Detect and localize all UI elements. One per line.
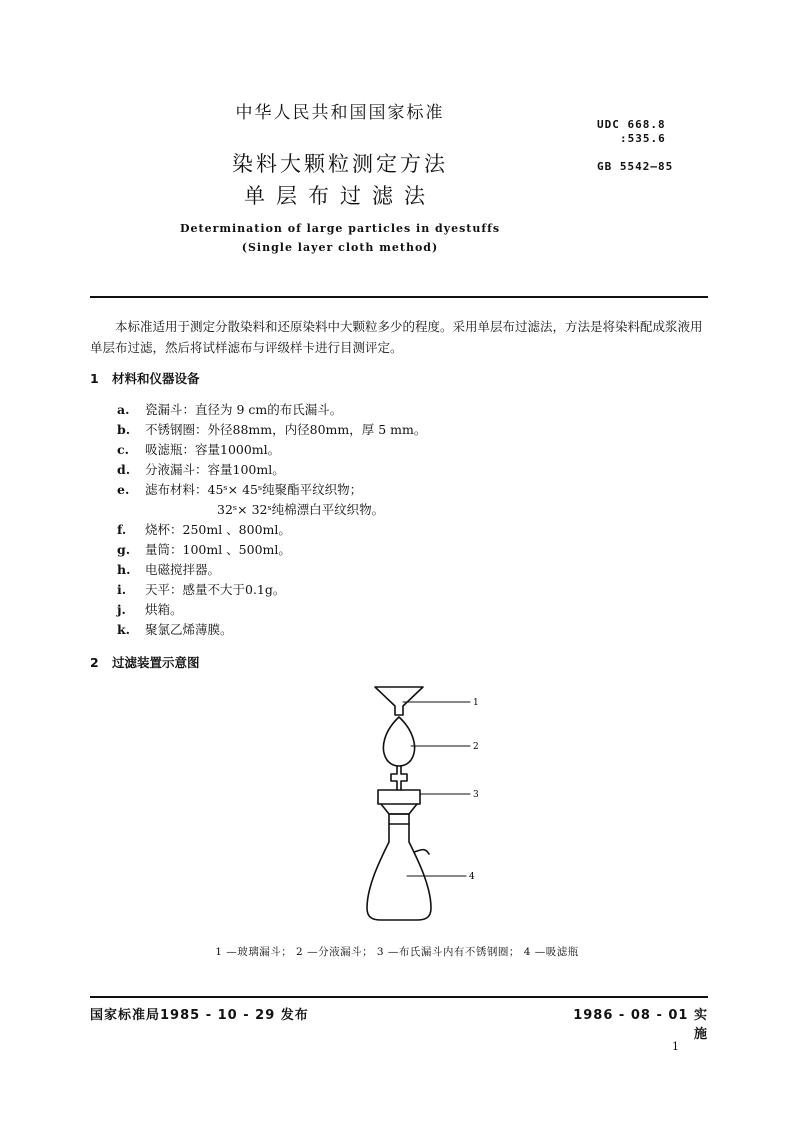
page-number: 1 [672,1040,679,1053]
suction-flask [367,814,431,920]
english-title: Determination of large particles in dyestuffs [179,222,501,235]
udc-code-cont: :535.6 [620,132,666,145]
section-number: 1 [90,371,99,386]
english-subtitle: (Single layer cloth method) [241,241,439,254]
list-item: b. 不锈钢圈：外径88mm，内径80mm，厚 5 mm。 [117,422,427,437]
filtration-apparatus-diagram [345,682,495,922]
document-title: 染料大颗粒测定方法 [232,152,448,176]
section-title: 材料和仪器设备 [112,371,200,386]
list-item: e. 滤布材料：45ˢ× 45ˢ纯聚酯平纹织物； [117,482,363,497]
intro-paragraph: 本标准适用于测定分散染料和还原染料中大颗粒多少的程度。采用单层布过滤法，方法是将染料配成浆液用单层布过滤，然后将试样滤布与评级样卡进行目测评定。 [90,319,703,355]
gb-code: GB 5542—85 [597,160,674,173]
list-item: d. 分液漏斗：容量100ml。 [117,462,285,477]
buchner-funnel [378,790,420,814]
section-number: 2 [90,655,99,670]
document-subtitle: 单层布过滤法 [244,184,436,208]
udc-code: UDC 668.8 [597,118,666,131]
list-item: i. 天平：感量不大于0.1g。 [117,582,286,597]
callout-3: 3 [473,790,479,800]
list-item: k. 聚氯乙烯薄膜。 [117,622,233,637]
section-2-heading [90,653,200,671]
list-item: j. 烘箱。 [117,602,183,617]
footer-divider [90,996,708,998]
callout-2: 2 [473,742,479,752]
callout-1: 1 [473,698,479,708]
section-title: 过滤装置示意图 [112,655,200,670]
figure-caption: 1 —玻璃漏斗； 2 —分液漏斗； 3 —布氏漏斗内有不锈钢圈； 4 —吸滤瓶 [215,946,579,958]
list-item: f. 烧杯：250ml 、800ml。 [117,522,291,537]
separatory-funnel [383,717,414,790]
header-divider [90,296,708,298]
list-item-continuation: 32ˢ× 32ˢ纯棉漂白平纹织物。 [217,502,385,517]
list-item: g. 量筒：100ml 、500ml。 [117,542,291,557]
issuing-authority: 中华人民共和国国家标准 [235,103,445,123]
list-item: h. 电磁搅拌器。 [117,562,221,577]
effective-date: 1986 - 08 - 01 实施 [573,1008,708,1042]
glass-funnel [375,687,423,715]
issue-date: 国家标准局1985 - 10 - 29 发布 [90,1008,309,1023]
callout-4: 4 [469,872,475,882]
list-item: a. 瓷漏斗：直径为 9 cm的布氏漏斗。 [117,402,343,417]
list-item: c. 吸滤瓶：容量1000ml。 [117,442,281,457]
section-1-heading [90,369,200,387]
